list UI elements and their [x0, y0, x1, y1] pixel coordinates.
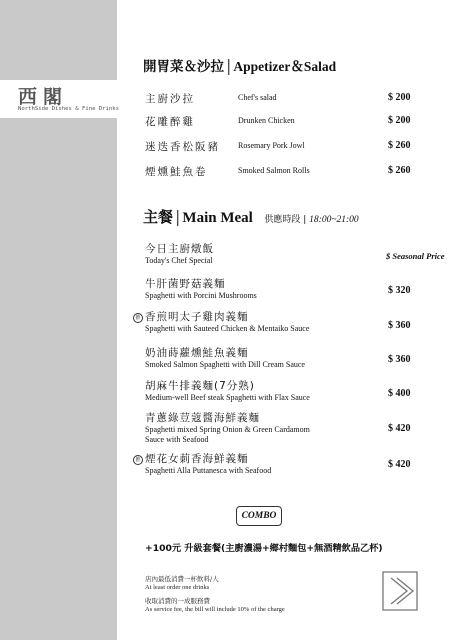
recommended-badge: 推 [133, 313, 143, 323]
minimum-charge-en: At least order one drinks [145, 584, 210, 591]
service-fee-en: As service fee, the bill will include 10% of the charge [145, 606, 285, 613]
item-price: $ 400 [388, 388, 411, 399]
serving-hours-time: 18:00~21:00 [309, 215, 359, 225]
minimum-charge-zh: 店內最低消費一杯飲料/人 [145, 575, 219, 583]
item-price: $ 260 [388, 165, 411, 176]
recommended-badge: 推 [133, 455, 143, 465]
serving-hours: 供應時段 | 18:00~21:00 [264, 215, 359, 225]
item-name-zh: 迷迭香松阪豬 [145, 141, 220, 153]
item-name-zh: 花雕醉雞 [145, 116, 195, 128]
menu-content [117, 0, 458, 640]
appetizer-item [145, 91, 445, 107]
appetizer-item [145, 139, 445, 155]
item-price: $ 360 [388, 320, 411, 331]
item-price: $ Seasonal Price [386, 251, 445, 261]
combo-description: +100元 升級套餐(主廚濃湯+鄉村麵包+無酒精飲品乙杯) [145, 543, 383, 554]
item-name-en: Chef's salad [238, 93, 277, 102]
appetizer-heading [143, 55, 336, 75]
item-name-en: Spaghetti mixed Spring Onion & Green Cardamom [145, 425, 310, 434]
item-name-zh: 今日主廚燉飯 [145, 243, 214, 255]
main-item [145, 278, 445, 301]
item-name-en: Medium-well Beef steak Spaghetti with Flax Sauce [145, 393, 310, 402]
appetizer-title-zh: 開胃菜＆沙拉 [143, 59, 224, 75]
main-title-zh: 主餐 [143, 208, 174, 226]
item-name-zh: 青蔥綠荳蔻醬海鮮義麵 [145, 412, 260, 424]
appetizer-item [145, 114, 445, 130]
item-name-en: Drunken Chicken [238, 116, 295, 125]
item-name-zh: 胡麻牛排義麵(7分熟) [145, 380, 255, 392]
item-price: $ 420 [388, 423, 411, 434]
item-price: $ 200 [388, 115, 411, 126]
item-name-en: Today's Chef Special [145, 256, 213, 265]
main-item [135, 311, 445, 334]
item-name-en: Spaghetti with Sauteed Chicken & Mentaiko Sauce [145, 324, 310, 333]
item-name-zh: 奶油蒔蘿燻鮭魚義麵 [145, 347, 249, 359]
item-price: $ 420 [388, 459, 411, 470]
heading-divider: | [175, 207, 181, 226]
main-item [145, 243, 445, 266]
item-name-en: Smoked Salmon Rolls [238, 166, 310, 175]
brand-logo-icon [381, 570, 423, 612]
brand-block [0, 80, 120, 118]
item-name-zh: 煙花女莿香海鮮義麵 [145, 453, 249, 465]
combo-badge: COMBO [236, 506, 282, 526]
main-item [135, 453, 445, 476]
item-name-zh: 牛肝菌野菇義麵 [145, 278, 226, 290]
item-name-zh: 煙燻鮭魚卷 [145, 166, 208, 178]
item-name-en: Spaghetti with Porcini Mushrooms [145, 291, 257, 300]
main-item [145, 347, 445, 370]
item-price: $ 200 [388, 92, 411, 103]
brand-subtitle: NorthSide Dishes & Fine Drinks [18, 106, 120, 112]
item-price: $ 320 [388, 285, 411, 296]
appetizer-item [145, 164, 445, 180]
item-name-en: Smoked Salmon Spaghetti with Dill Cream Sauce [145, 360, 305, 369]
item-price: $ 360 [388, 354, 411, 365]
brand-name: 西閣 [18, 86, 69, 108]
serving-hours-label: 供應時段 [264, 215, 301, 225]
main-item [145, 412, 445, 445]
item-name-en: Spaghetti Alla Puttanesca with Seafood [145, 466, 272, 475]
item-price: $ 260 [388, 140, 411, 151]
sidebar [0, 0, 120, 640]
item-name-zh: 香煎明太子雞肉義麵 [145, 311, 249, 323]
item-name-en-continued: Sauce with Seafood [145, 435, 209, 444]
item-name-en: Rosemary Pork Jowl [238, 141, 305, 150]
item-name-zh: 主廚沙拉 [145, 93, 195, 105]
main-title-en: Main Meal [182, 210, 253, 226]
service-fee-zh: 收取消費的一成服務費 [145, 597, 210, 605]
main-meal-heading [143, 206, 359, 227]
heading-divider: | [226, 56, 232, 75]
main-item [145, 380, 445, 403]
appetizer-title-en: Appetizer＆Salad [233, 59, 337, 74]
